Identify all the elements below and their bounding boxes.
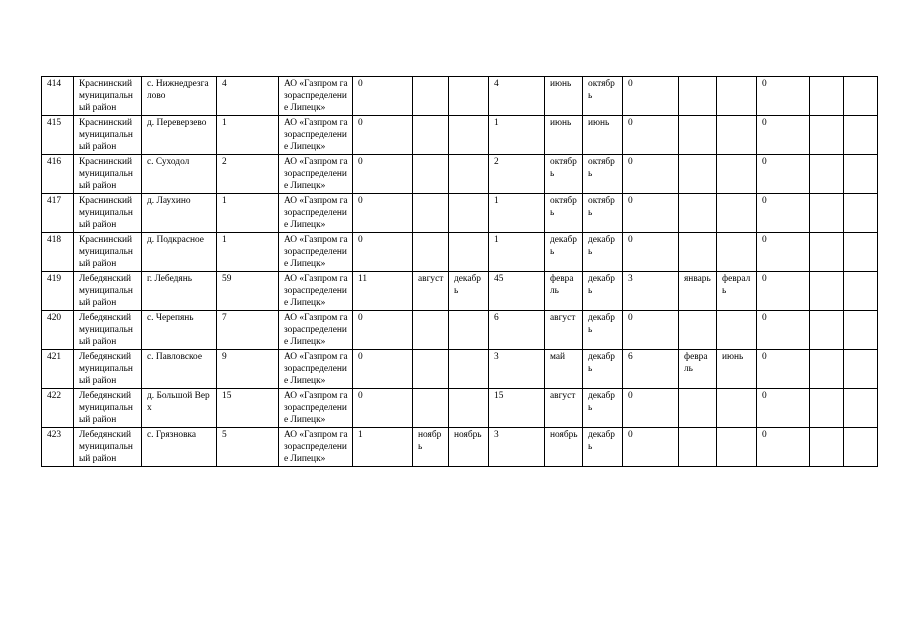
col12-end-cell — [717, 233, 757, 272]
col6-count-cell: 0 — [353, 389, 413, 428]
col6-start-cell: ноябрь — [413, 428, 449, 467]
col16-extra-cell — [844, 350, 878, 389]
row-number-cell: 414 — [42, 77, 74, 116]
district-cell: Краснинский муниципальный район — [74, 155, 142, 194]
col6-end-cell — [449, 77, 489, 116]
col15-count-cell: 0 — [757, 311, 810, 350]
table-row — [42, 194, 878, 233]
organization-cell: АО «Газпром газораспределение Липецк» — [279, 311, 353, 350]
col12-end-cell — [717, 77, 757, 116]
col12-count-cell: 0 — [623, 233, 679, 272]
organization-cell: АО «Газпром газораспределение Липецк» — [279, 272, 353, 311]
col9-count-cell: 2 — [489, 155, 545, 194]
col9-end-cell: декабрь — [583, 389, 623, 428]
table-row — [42, 272, 878, 311]
col9-count-cell: 1 — [489, 233, 545, 272]
col12-count-cell: 3 — [623, 272, 679, 311]
organization-cell: АО «Газпром газораспределение Липецк» — [279, 233, 353, 272]
col6-start-cell — [413, 77, 449, 116]
col9-end-cell: октябрь — [583, 194, 623, 233]
col16-extra-cell — [844, 77, 878, 116]
district-cell: Лебедянский муниципальный район — [74, 272, 142, 311]
row-number-cell: 416 — [42, 155, 74, 194]
col6-end-cell: ноябрь — [449, 428, 489, 467]
col9-count-cell: 15 — [489, 389, 545, 428]
total-count-cell: 59 — [217, 272, 279, 311]
col15-count-cell: 0 — [757, 77, 810, 116]
settlement-cell: д. Подкрасное — [142, 233, 217, 272]
col15-extra-cell — [810, 389, 844, 428]
col6-count-cell: 0 — [353, 311, 413, 350]
col6-start-cell — [413, 116, 449, 155]
row-number-cell: 420 — [42, 311, 74, 350]
col12-count-cell: 0 — [623, 77, 679, 116]
col12-start-cell — [679, 233, 717, 272]
col6-end-cell — [449, 116, 489, 155]
total-count-cell: 1 — [217, 233, 279, 272]
col9-count-cell: 45 — [489, 272, 545, 311]
col16-extra-cell — [844, 311, 878, 350]
row-number-cell: 422 — [42, 389, 74, 428]
col9-end-cell: декабрь — [583, 428, 623, 467]
col9-start-cell: июнь — [545, 77, 583, 116]
col12-end-cell: февраль — [717, 272, 757, 311]
col9-start-cell: август — [545, 389, 583, 428]
col6-start-cell — [413, 155, 449, 194]
col6-start-cell — [413, 233, 449, 272]
col6-count-cell: 0 — [353, 77, 413, 116]
row-number-cell: 415 — [42, 116, 74, 155]
col12-count-cell: 0 — [623, 194, 679, 233]
col6-start-cell — [413, 350, 449, 389]
col16-extra-cell — [844, 389, 878, 428]
total-count-cell: 2 — [217, 155, 279, 194]
col12-start-cell: февраль — [679, 350, 717, 389]
col15-count-cell: 0 — [757, 350, 810, 389]
total-count-cell: 15 — [217, 389, 279, 428]
col9-end-cell: декабрь — [583, 311, 623, 350]
col6-end-cell — [449, 389, 489, 428]
col6-end-cell — [449, 233, 489, 272]
col15-extra-cell — [810, 194, 844, 233]
col15-count-cell: 0 — [757, 389, 810, 428]
table-row — [42, 389, 878, 428]
col15-extra-cell — [810, 350, 844, 389]
col15-count-cell: 0 — [757, 428, 810, 467]
row-number-cell: 421 — [42, 350, 74, 389]
col9-start-cell: май — [545, 350, 583, 389]
col12-end-cell: июнь — [717, 350, 757, 389]
row-number-cell: 417 — [42, 194, 74, 233]
row-number-cell: 418 — [42, 233, 74, 272]
gasification-table — [41, 76, 878, 467]
col15-count-cell: 0 — [757, 194, 810, 233]
col9-start-cell: июнь — [545, 116, 583, 155]
settlement-cell: д. Переверзево — [142, 116, 217, 155]
col9-count-cell: 4 — [489, 77, 545, 116]
settlement-cell: с. Нижнедрезгалово — [142, 77, 217, 116]
col15-extra-cell — [810, 272, 844, 311]
col15-extra-cell — [810, 77, 844, 116]
organization-cell: АО «Газпром газораспределение Липецк» — [279, 116, 353, 155]
col12-start-cell — [679, 428, 717, 467]
col6-end-cell — [449, 194, 489, 233]
row-number-cell: 423 — [42, 428, 74, 467]
col12-count-cell: 0 — [623, 155, 679, 194]
col6-count-cell: 0 — [353, 116, 413, 155]
table-row — [42, 233, 878, 272]
col12-end-cell — [717, 116, 757, 155]
col9-start-cell: август — [545, 311, 583, 350]
district-cell: Краснинский муниципальный район — [74, 233, 142, 272]
total-count-cell: 1 — [217, 194, 279, 233]
col9-end-cell: декабрь — [583, 233, 623, 272]
col12-end-cell — [717, 311, 757, 350]
settlement-cell: с. Павловское — [142, 350, 217, 389]
col15-extra-cell — [810, 311, 844, 350]
col15-extra-cell — [810, 428, 844, 467]
table-row — [42, 116, 878, 155]
col12-start-cell — [679, 77, 717, 116]
col6-end-cell — [449, 155, 489, 194]
col9-end-cell: декабрь — [583, 350, 623, 389]
col6-count-cell: 0 — [353, 155, 413, 194]
organization-cell: АО «Газпром газораспределение Липецк» — [279, 428, 353, 467]
table-body — [42, 77, 878, 467]
col12-count-cell: 0 — [623, 311, 679, 350]
col12-start-cell — [679, 389, 717, 428]
col9-count-cell: 3 — [489, 428, 545, 467]
table-row — [42, 428, 878, 467]
col6-end-cell: декабрь — [449, 272, 489, 311]
organization-cell: АО «Газпром газораспределение Липецк» — [279, 389, 353, 428]
organization-cell: АО «Газпром газораспределение Липецк» — [279, 155, 353, 194]
col12-end-cell — [717, 194, 757, 233]
col9-start-cell: декабрь — [545, 233, 583, 272]
table-row — [42, 155, 878, 194]
col12-end-cell — [717, 389, 757, 428]
settlement-cell: с. Суходол — [142, 155, 217, 194]
col16-extra-cell — [844, 116, 878, 155]
col6-end-cell — [449, 350, 489, 389]
col6-start-cell: август — [413, 272, 449, 311]
col9-end-cell: октябрь — [583, 77, 623, 116]
col15-extra-cell — [810, 155, 844, 194]
col12-start-cell — [679, 311, 717, 350]
col12-end-cell — [717, 155, 757, 194]
col9-start-cell: октябрь — [545, 155, 583, 194]
col15-count-cell: 0 — [757, 272, 810, 311]
col6-end-cell — [449, 311, 489, 350]
col16-extra-cell — [844, 233, 878, 272]
settlement-cell: г. Лебедянь — [142, 272, 217, 311]
total-count-cell: 9 — [217, 350, 279, 389]
row-number-cell: 419 — [42, 272, 74, 311]
col15-extra-cell — [810, 233, 844, 272]
col12-start-cell — [679, 116, 717, 155]
district-cell: Лебедянский муниципальный район — [74, 311, 142, 350]
col9-start-cell: ноябрь — [545, 428, 583, 467]
col6-count-cell: 1 — [353, 428, 413, 467]
settlement-cell: с. Черепянь — [142, 311, 217, 350]
settlement-cell: д. Лаухино — [142, 194, 217, 233]
district-cell: Краснинский муниципальный район — [74, 116, 142, 155]
table-row — [42, 311, 878, 350]
col16-extra-cell — [844, 155, 878, 194]
col16-extra-cell — [844, 272, 878, 311]
col15-extra-cell — [810, 116, 844, 155]
col16-extra-cell — [844, 428, 878, 467]
district-cell: Краснинский муниципальный район — [74, 194, 142, 233]
col6-count-cell: 0 — [353, 194, 413, 233]
col6-count-cell: 0 — [353, 350, 413, 389]
col12-count-cell: 6 — [623, 350, 679, 389]
col16-extra-cell — [844, 194, 878, 233]
col12-start-cell — [679, 155, 717, 194]
col15-count-cell: 0 — [757, 155, 810, 194]
col12-count-cell: 0 — [623, 116, 679, 155]
col6-start-cell — [413, 389, 449, 428]
col9-count-cell: 6 — [489, 311, 545, 350]
organization-cell: АО «Газпром газораспределение Липецк» — [279, 77, 353, 116]
col9-start-cell: февраль — [545, 272, 583, 311]
col12-start-cell: январь — [679, 272, 717, 311]
settlement-cell: д. Большой Верх — [142, 389, 217, 428]
col6-start-cell — [413, 194, 449, 233]
col9-count-cell: 1 — [489, 116, 545, 155]
settlement-cell: с. Грязновка — [142, 428, 217, 467]
total-count-cell: 4 — [217, 77, 279, 116]
district-cell: Лебедянский муниципальный район — [74, 389, 142, 428]
col6-start-cell — [413, 311, 449, 350]
organization-cell: АО «Газпром газораспределение Липецк» — [279, 350, 353, 389]
col6-count-cell: 0 — [353, 233, 413, 272]
col12-end-cell — [717, 428, 757, 467]
col9-count-cell: 1 — [489, 194, 545, 233]
district-cell: Лебедянский муниципальный район — [74, 428, 142, 467]
col12-count-cell: 0 — [623, 389, 679, 428]
col15-count-cell: 0 — [757, 116, 810, 155]
organization-cell: АО «Газпром газораспределение Липецк» — [279, 194, 353, 233]
table-row — [42, 77, 878, 116]
col12-count-cell: 0 — [623, 428, 679, 467]
col15-count-cell: 0 — [757, 233, 810, 272]
district-cell: Краснинский муниципальный район — [74, 77, 142, 116]
col9-start-cell: октябрь — [545, 194, 583, 233]
district-cell: Лебедянский муниципальный район — [74, 350, 142, 389]
col9-end-cell: декабрь — [583, 272, 623, 311]
table-row — [42, 350, 878, 389]
col12-start-cell — [679, 194, 717, 233]
col9-count-cell: 3 — [489, 350, 545, 389]
col6-count-cell: 11 — [353, 272, 413, 311]
total-count-cell: 7 — [217, 311, 279, 350]
col9-end-cell: октябрь — [583, 155, 623, 194]
col9-end-cell: июнь — [583, 116, 623, 155]
total-count-cell: 5 — [217, 428, 279, 467]
total-count-cell: 1 — [217, 116, 279, 155]
